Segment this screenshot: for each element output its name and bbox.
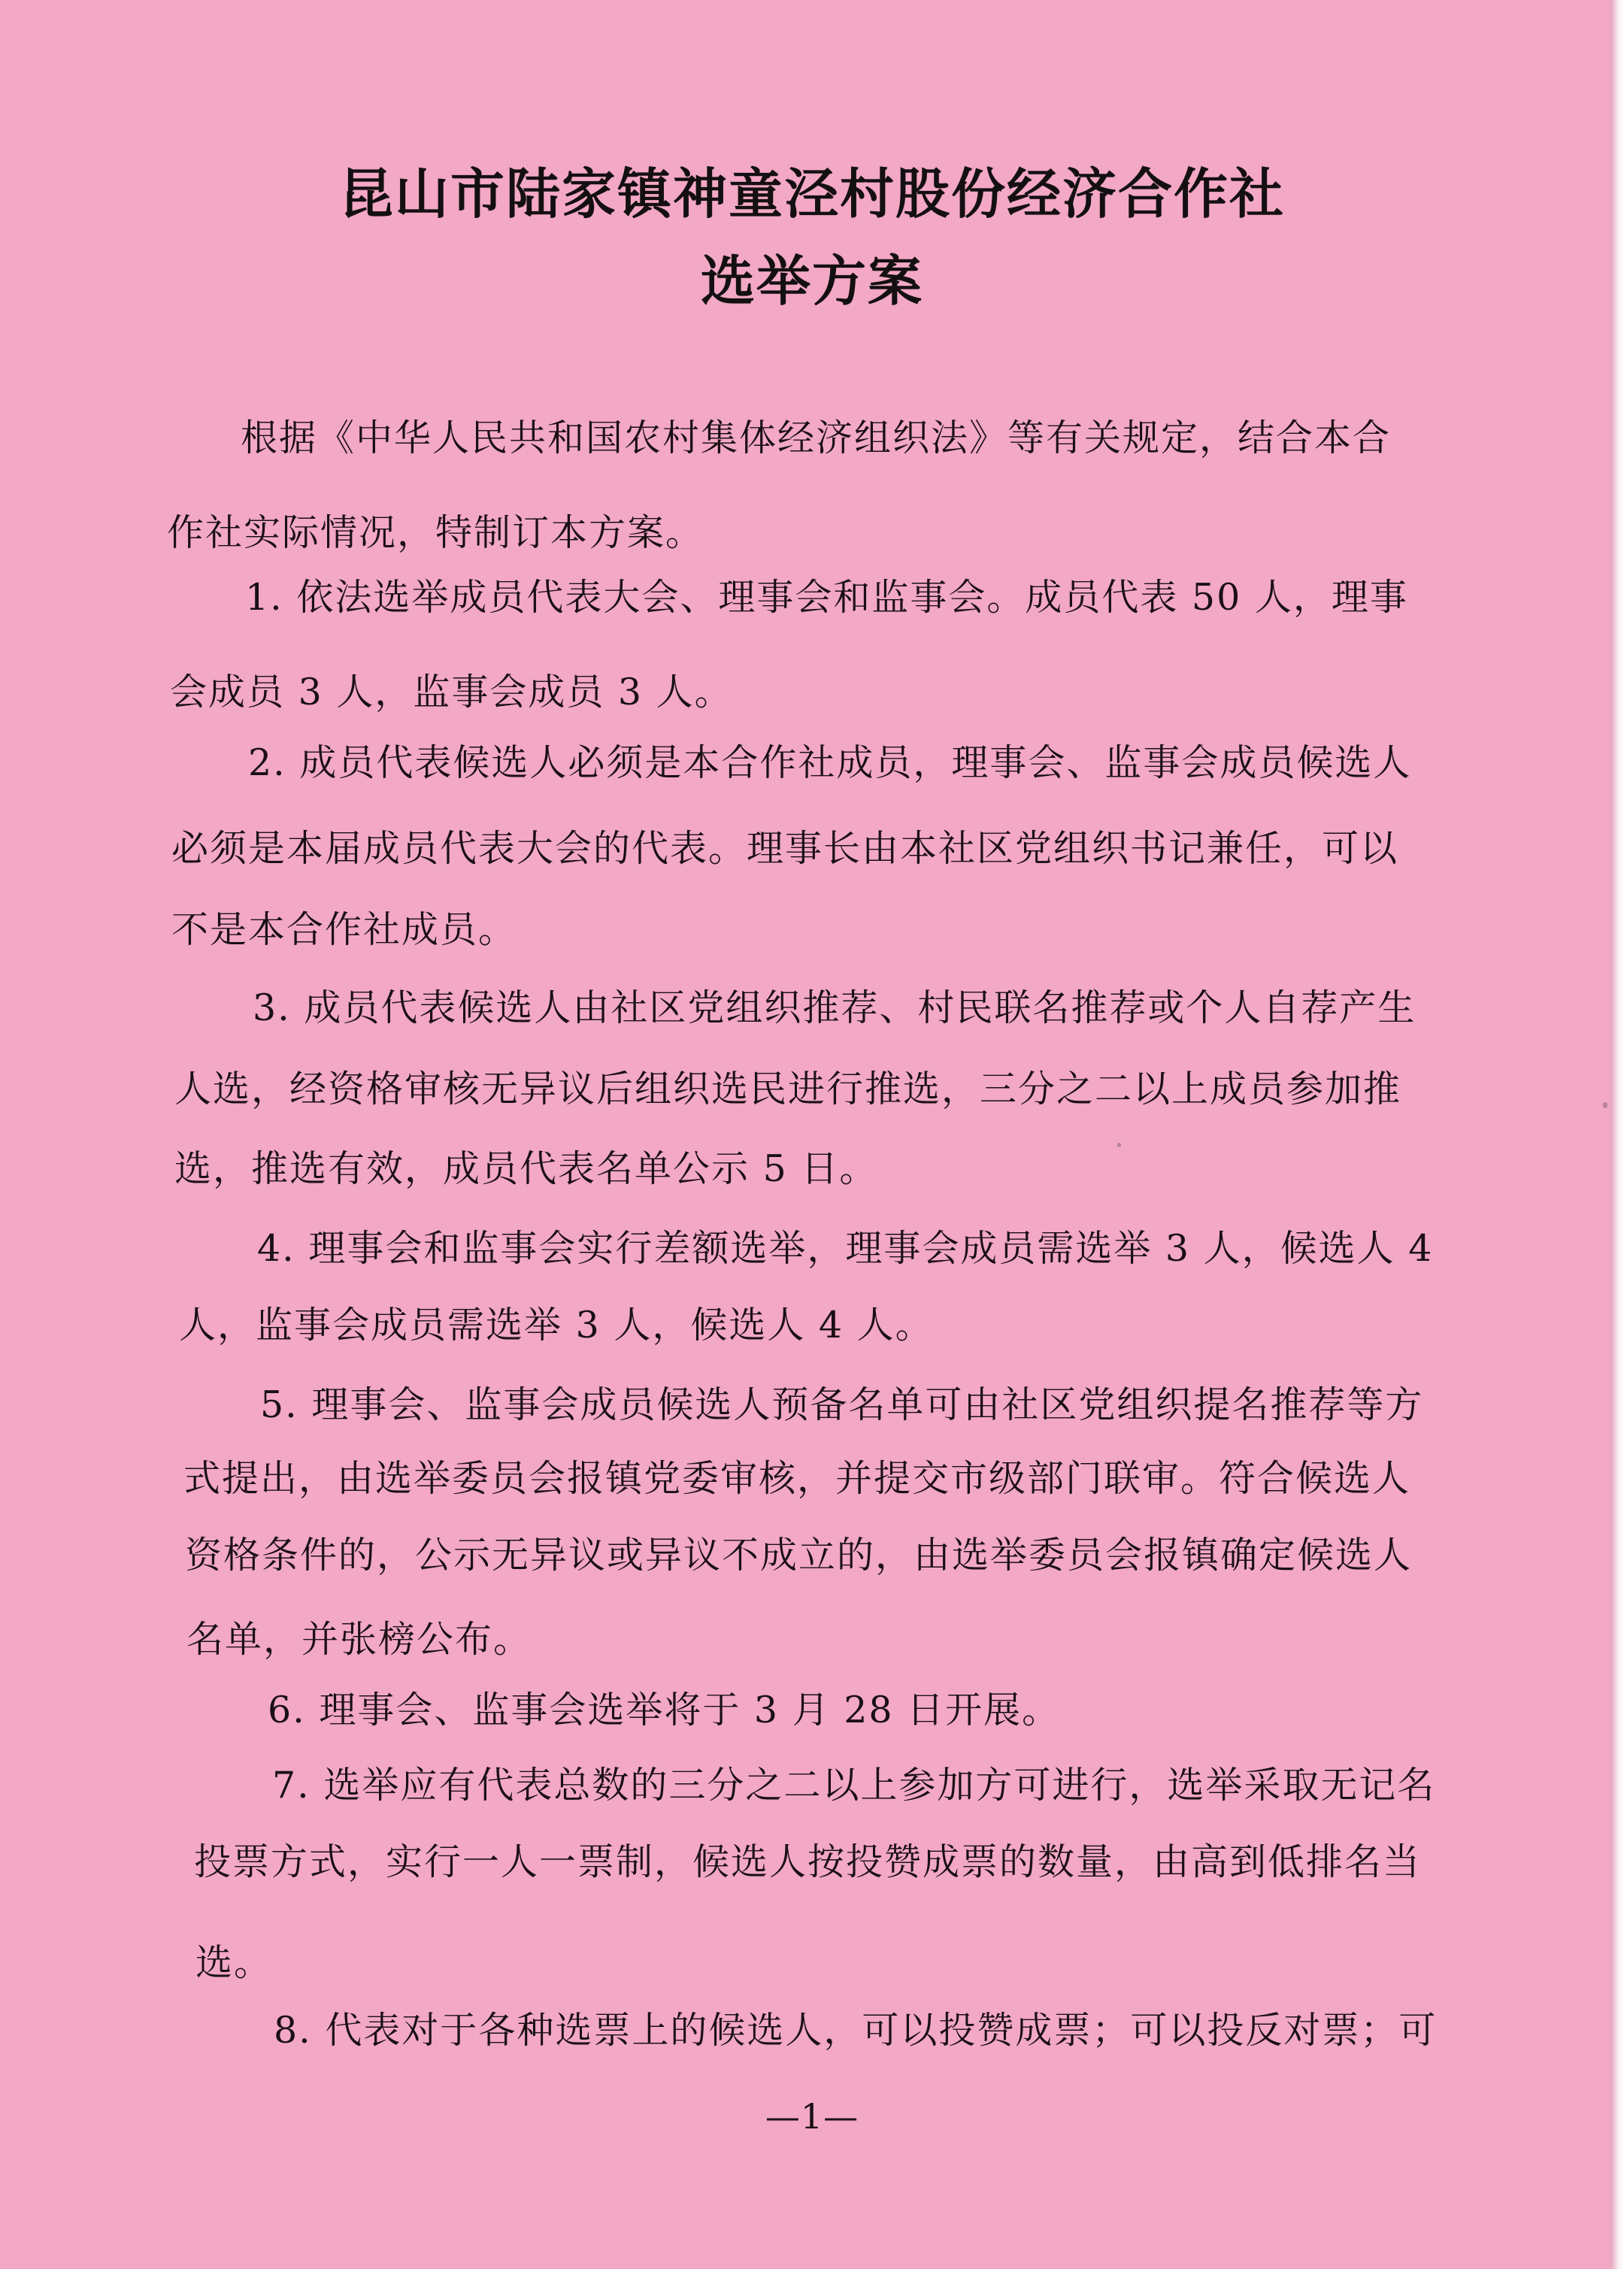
document-subtitle: 选举方案 (700, 250, 923, 313)
paragraph-line: 必须是本届成员代表大会的代表。理事长由本社区党组织书记兼任，可以 (171, 827, 1399, 870)
page-number: —1— (765, 2096, 859, 2137)
paragraph-line: 人选，经资格审核无异议后组织选民进行推选，三分之二以上成员参加推 (174, 1068, 1402, 1110)
paragraph-line: 会成员 3 人，监事会成员 3 人。 (170, 671, 733, 713)
paragraph-line: 选。 (195, 1941, 273, 1984)
scan-speck (1603, 1102, 1607, 1108)
paragraph-line: 8. 代表对于各种选票上的候选人，可以投赞成票；可以投反对票；可 (274, 2009, 1438, 2052)
paragraph-line: 人，监事会成员需选举 3 人，候选人 4 人。 (179, 1304, 934, 1347)
paragraph-line: 式提出，由选举委员会报镇党委审核，并提交市级部门联审。符合候选人 (183, 1457, 1411, 1500)
paragraph-line: 1. 依法选举成员代表大会、理事会和监事会。成员代表 50 人，理事 (245, 576, 1408, 619)
paragraph-line: 作社实际情况，特制订本方案。 (167, 511, 704, 554)
paragraph-line: 根据《中华人民共和国农村集体经济组织法》等有关规定，结合本合 (241, 417, 1392, 459)
paragraph-line: 6. 理事会、监事会选举将于 3 月 28 日开展。 (268, 1689, 1061, 1731)
paragraph-line: 选，推选有效，成员代表名单公示 5 日。 (174, 1147, 878, 1190)
paragraph-line: 资格条件的，公示无异议或异议不成立的，由选举委员会报镇确定候选人 (185, 1534, 1413, 1577)
paragraph-line: 4. 理事会和监事会实行差额选举，理事会成员需选举 3 人，候选人 4 (257, 1227, 1434, 1270)
paragraph-line: 不是本合作社成员。 (171, 908, 517, 951)
paragraph-line: 5. 理事会、监事会成员候选人预备名单可由社区党组织提名推荐等方 (260, 1383, 1424, 1426)
paragraph-line: 投票方式，实行一人一票制，候选人按投赞成票的数量，由高到低排名当 (194, 1840, 1422, 1883)
scan-edge (1610, 0, 1624, 2269)
paragraph-line: 3. 成员代表候选人由社区党组织推荐、村民联名推荐或个人自荐产生 (253, 986, 1416, 1029)
document-title: 昆山市陆家镇神童泾村股份经济合作社 (338, 162, 1285, 226)
paragraph-line: 7. 选举应有代表总数的三分之二以上参加方可进行，选举采取无记名 (272, 1764, 1436, 1807)
paragraph-line: 2. 成员代表候选人必须是本合作社成员，理事会、监事会成员候选人 (248, 741, 1412, 784)
paragraph-line: 名单，并张榜公布。 (186, 1618, 532, 1661)
scan-speck (1117, 1143, 1121, 1147)
